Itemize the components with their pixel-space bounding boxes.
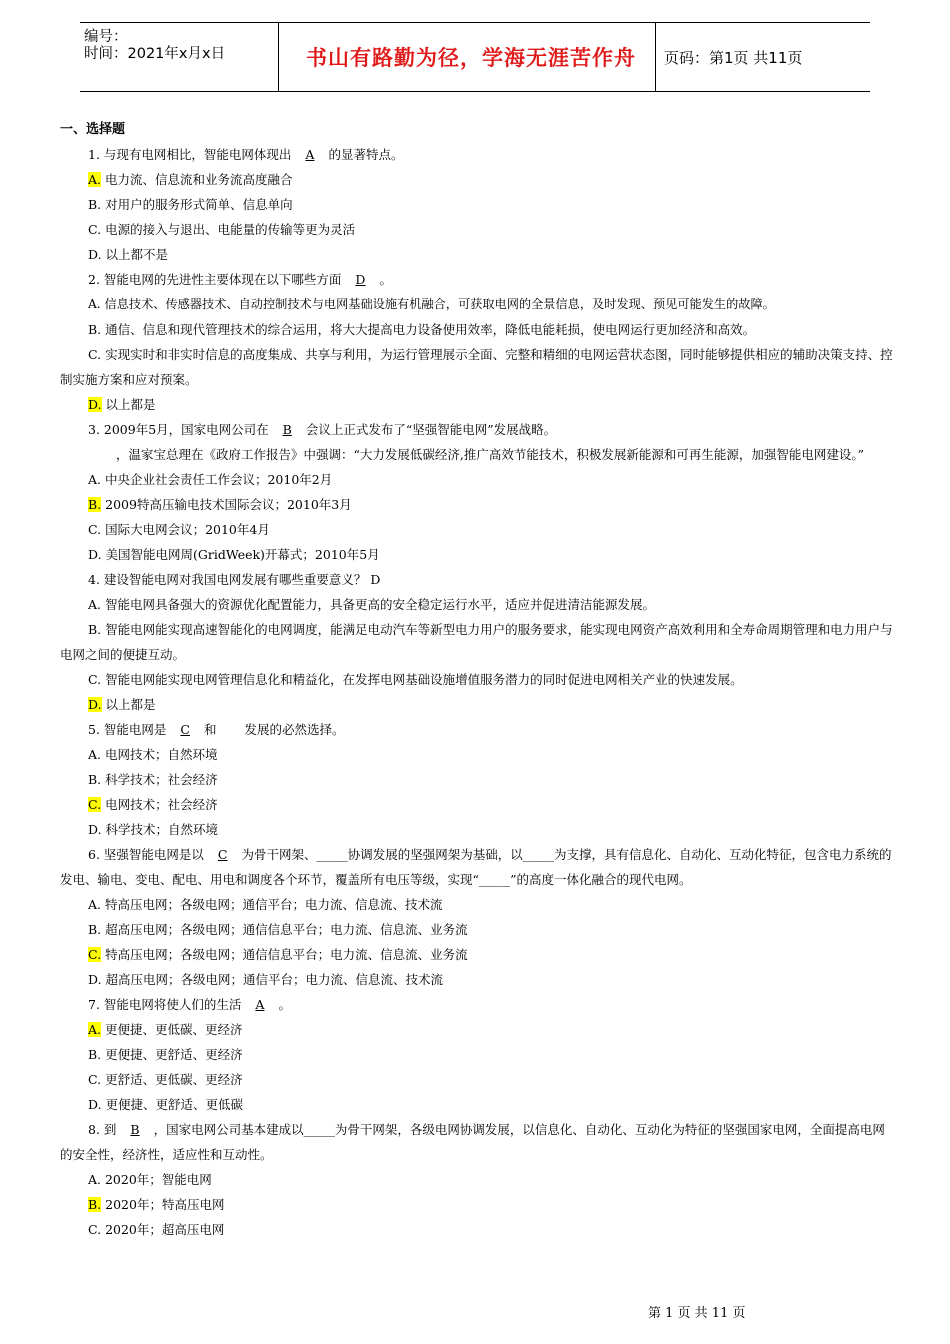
q5-stem-mid: 和 (203, 722, 217, 737)
q2-stem-end: 。 (379, 272, 392, 287)
highlight-mark: D. (88, 397, 102, 412)
q3-option-a: A. 中央企业社会责任工作会议；2010年2月 (88, 472, 333, 487)
highlight-mark: A. (88, 172, 102, 187)
q7-option-b: B. 更便捷、更舒适、更经济 (88, 1047, 243, 1062)
q8-option-c: C. 2020年；超高压电网 (88, 1222, 225, 1237)
highlight-mark: B. (88, 497, 102, 512)
question-3 (60, 417, 894, 442)
option-text: 更便捷、更低碳、更经济 (101, 1022, 243, 1037)
q6-answer: C (217, 847, 228, 862)
header-divider-left (278, 23, 279, 91)
option-text: 特高压电网；各级电网；通信信息平台；电力流、信息流、业务流 (101, 947, 468, 962)
header-page-code: 页码：第1页 共11页 (664, 48, 803, 67)
page-footer: 第 1 页 共 11 页 (648, 1306, 746, 1321)
q3-option-c: C. 国际大电网会议；2010年4月 (88, 522, 270, 537)
q1-option-b: B. 对用户的服务形式简单、信息单向 (88, 197, 293, 212)
q1-stem: 1. 与现有电网相比，智能电网体现出 (88, 147, 292, 162)
option-text: B. 智能电网能实现高速智能化的电网调度，能满足电动汽车等新型电力用户的服务要求，能实现电网资产高效利用和全寿命周期管理和电力用户与电网之间的便捷互动。 (60, 622, 893, 662)
q3-answer: B (282, 422, 292, 437)
q6-option-b: B. 超高压电网；各级电网；通信信息平台；电力流、信息流、业务流 (88, 922, 468, 937)
q3-stem-continued (60, 442, 894, 467)
q6-option-d: D. 超高压电网；各级电网；通信平台；电力流、信息流、技术流 (88, 972, 444, 987)
option-text: 2009特高压输电技术国际会议；2010年3月 (101, 497, 352, 512)
q6-stem: 6. 坚强智能电网是以 (88, 847, 204, 862)
option-text: 电网技术；社会经济 (101, 797, 218, 812)
q8-stem: 8. 到 (88, 1122, 117, 1137)
q1-option-a (60, 167, 894, 192)
question-7 (60, 992, 894, 1017)
q3-option-b (60, 492, 894, 517)
stem-text: ，温家宝总理在《政府工作报告》中强调：“大力发展低碳经济,推广高效节能技术，积极发展新能源和可再生能源，加强智能电网建设。” (116, 447, 865, 462)
header-info (84, 29, 225, 63)
q4-option-d (60, 692, 894, 717)
question-2 (60, 267, 894, 292)
document-body (60, 117, 894, 1242)
q5-option-b: B. 科学技术；社会经济 (88, 772, 218, 787)
q2-option-c (60, 342, 894, 392)
q7-stem: 7. 智能电网将使人们的生活 (88, 997, 242, 1012)
doc-date: 时间：2021年x月x日 (84, 46, 226, 62)
q7-stem-end: 。 (278, 997, 291, 1012)
q5-answer: C (180, 722, 190, 737)
q4-option-b (60, 617, 894, 667)
q8-option-b (60, 1192, 894, 1217)
q3-option-d: D. 美国智能电网周(GridWeek)开幕式；2010年5月 (88, 547, 380, 562)
q5-stem: 5. 智能电网是 (88, 722, 167, 737)
highlight-mark: A. (88, 1022, 102, 1037)
q1-stem-end: 的显著特点。 (328, 147, 404, 162)
option-text: 电力流、信息流和业务流高度融合 (101, 172, 293, 187)
q4-option-a: A. 智能电网具备强大的资源优化配置能力，具备更高的安全稳定运行水平，适应并促进清洁能源发展。 (88, 597, 655, 612)
q7-option-a (60, 1017, 894, 1042)
question-5 (60, 717, 894, 742)
q1-option-c: C. 电源的接入与退出、电能量的传输等更为灵活 (88, 222, 356, 237)
highlight-mark: C. (88, 947, 102, 962)
page-header (80, 22, 870, 92)
option-text: 2020年；特高压电网 (101, 1197, 225, 1212)
option-text: 以上都是 (101, 397, 156, 412)
highlight-mark: B. (88, 1197, 102, 1212)
q6-stem-end: 为骨干网架、_____协调发展的坚强网架为基础，以_____为支撑，具有信息化、自动化、互动化特征，包含电力系统的发电、输电、变电、配电、用电和调度各个环节，覆盖所有电压等级，实现“_____”的高度一体化融合的现代电网。 (60, 847, 892, 887)
q5-option-d: D. 科学技术；自然环境 (88, 822, 219, 837)
question-8 (60, 1117, 894, 1167)
option-text: C. 实现实时和非实时信息的高度集成、共享与利用，为运行管理展示全面、完整和精细的电网运营状态图，同时能够提供相应的辅助决策支持、控制实施方案和应对预案。 (60, 347, 893, 387)
q1-option-d: D. 以上都不是 (88, 247, 169, 262)
q2-answer: D (355, 272, 366, 287)
option-text: 以上都是 (101, 697, 156, 712)
q7-option-d: D. 更便捷、更舒适、更低碳 (88, 1097, 244, 1112)
q2-stem: 2. 智能电网的先进性主要体现在以下哪些方面 (88, 272, 342, 287)
q6-option-c (60, 942, 894, 967)
highlight-mark: C. (88, 797, 102, 812)
q3-stem-end: 会议上正式发布了“坚强智能电网”发展战略。 (305, 422, 557, 437)
question-6 (60, 842, 894, 892)
q2-option-b: B. 通信、信息和现代管理技术的综合运用，将大大提高电力设备使用效率，降低电能耗损，使电网运行更加经济和高效。 (88, 322, 756, 337)
q5-stem-end: 发展的必然选择。 (244, 722, 345, 737)
q2-option-a: A. 信息技术、传感器技术、自动控制技术与电网基础设施有机融合，可获取电网的全景信息，及时发现、预见可能发生的故障。 (88, 297, 775, 311)
header-motto: 书山有路勤为径，学海无涯苦作舟 (306, 46, 636, 70)
q7-option-c: C. 更舒适、更低碳、更经济 (88, 1072, 243, 1087)
q7-answer: A (255, 997, 265, 1012)
header-divider-right (655, 23, 656, 91)
q8-option-a: A. 2020年；智能电网 (88, 1172, 212, 1187)
doc-number-label: 编号： (84, 29, 128, 45)
section-title: 一、选择题 (60, 122, 126, 137)
q2-option-d (60, 392, 894, 417)
q4-option-c: C. 智能电网能实现电网管理信息化和精益化，在发挥电网基础设施增值服务潜力的同时促进电网相关产业的快速发展。 (88, 672, 743, 687)
question-4: 4. 建设智能电网对我国电网发展有哪些重要意义？ D (88, 572, 381, 587)
highlight-mark: D. (88, 697, 102, 712)
q5-option-c (60, 792, 894, 817)
q3-stem: 3. 2009年5月，国家电网公司在 (88, 422, 269, 437)
q8-answer: B (130, 1122, 140, 1137)
q8-stem-end: ，国家电网公司基本建成以_____为骨干网架，各级电网协调发展，以信息化、自动化、互动化为特征的坚强国家电网，全面提高电网的安全性，经济性，适应性和互动性。 (60, 1122, 885, 1162)
q6-option-a: A. 特高压电网；各级电网；通信平台；电力流、信息流、技术流 (88, 897, 443, 912)
q1-answer: A (305, 147, 315, 162)
question-1 (60, 142, 894, 167)
q5-option-a: A. 电网技术；自然环境 (88, 747, 218, 762)
